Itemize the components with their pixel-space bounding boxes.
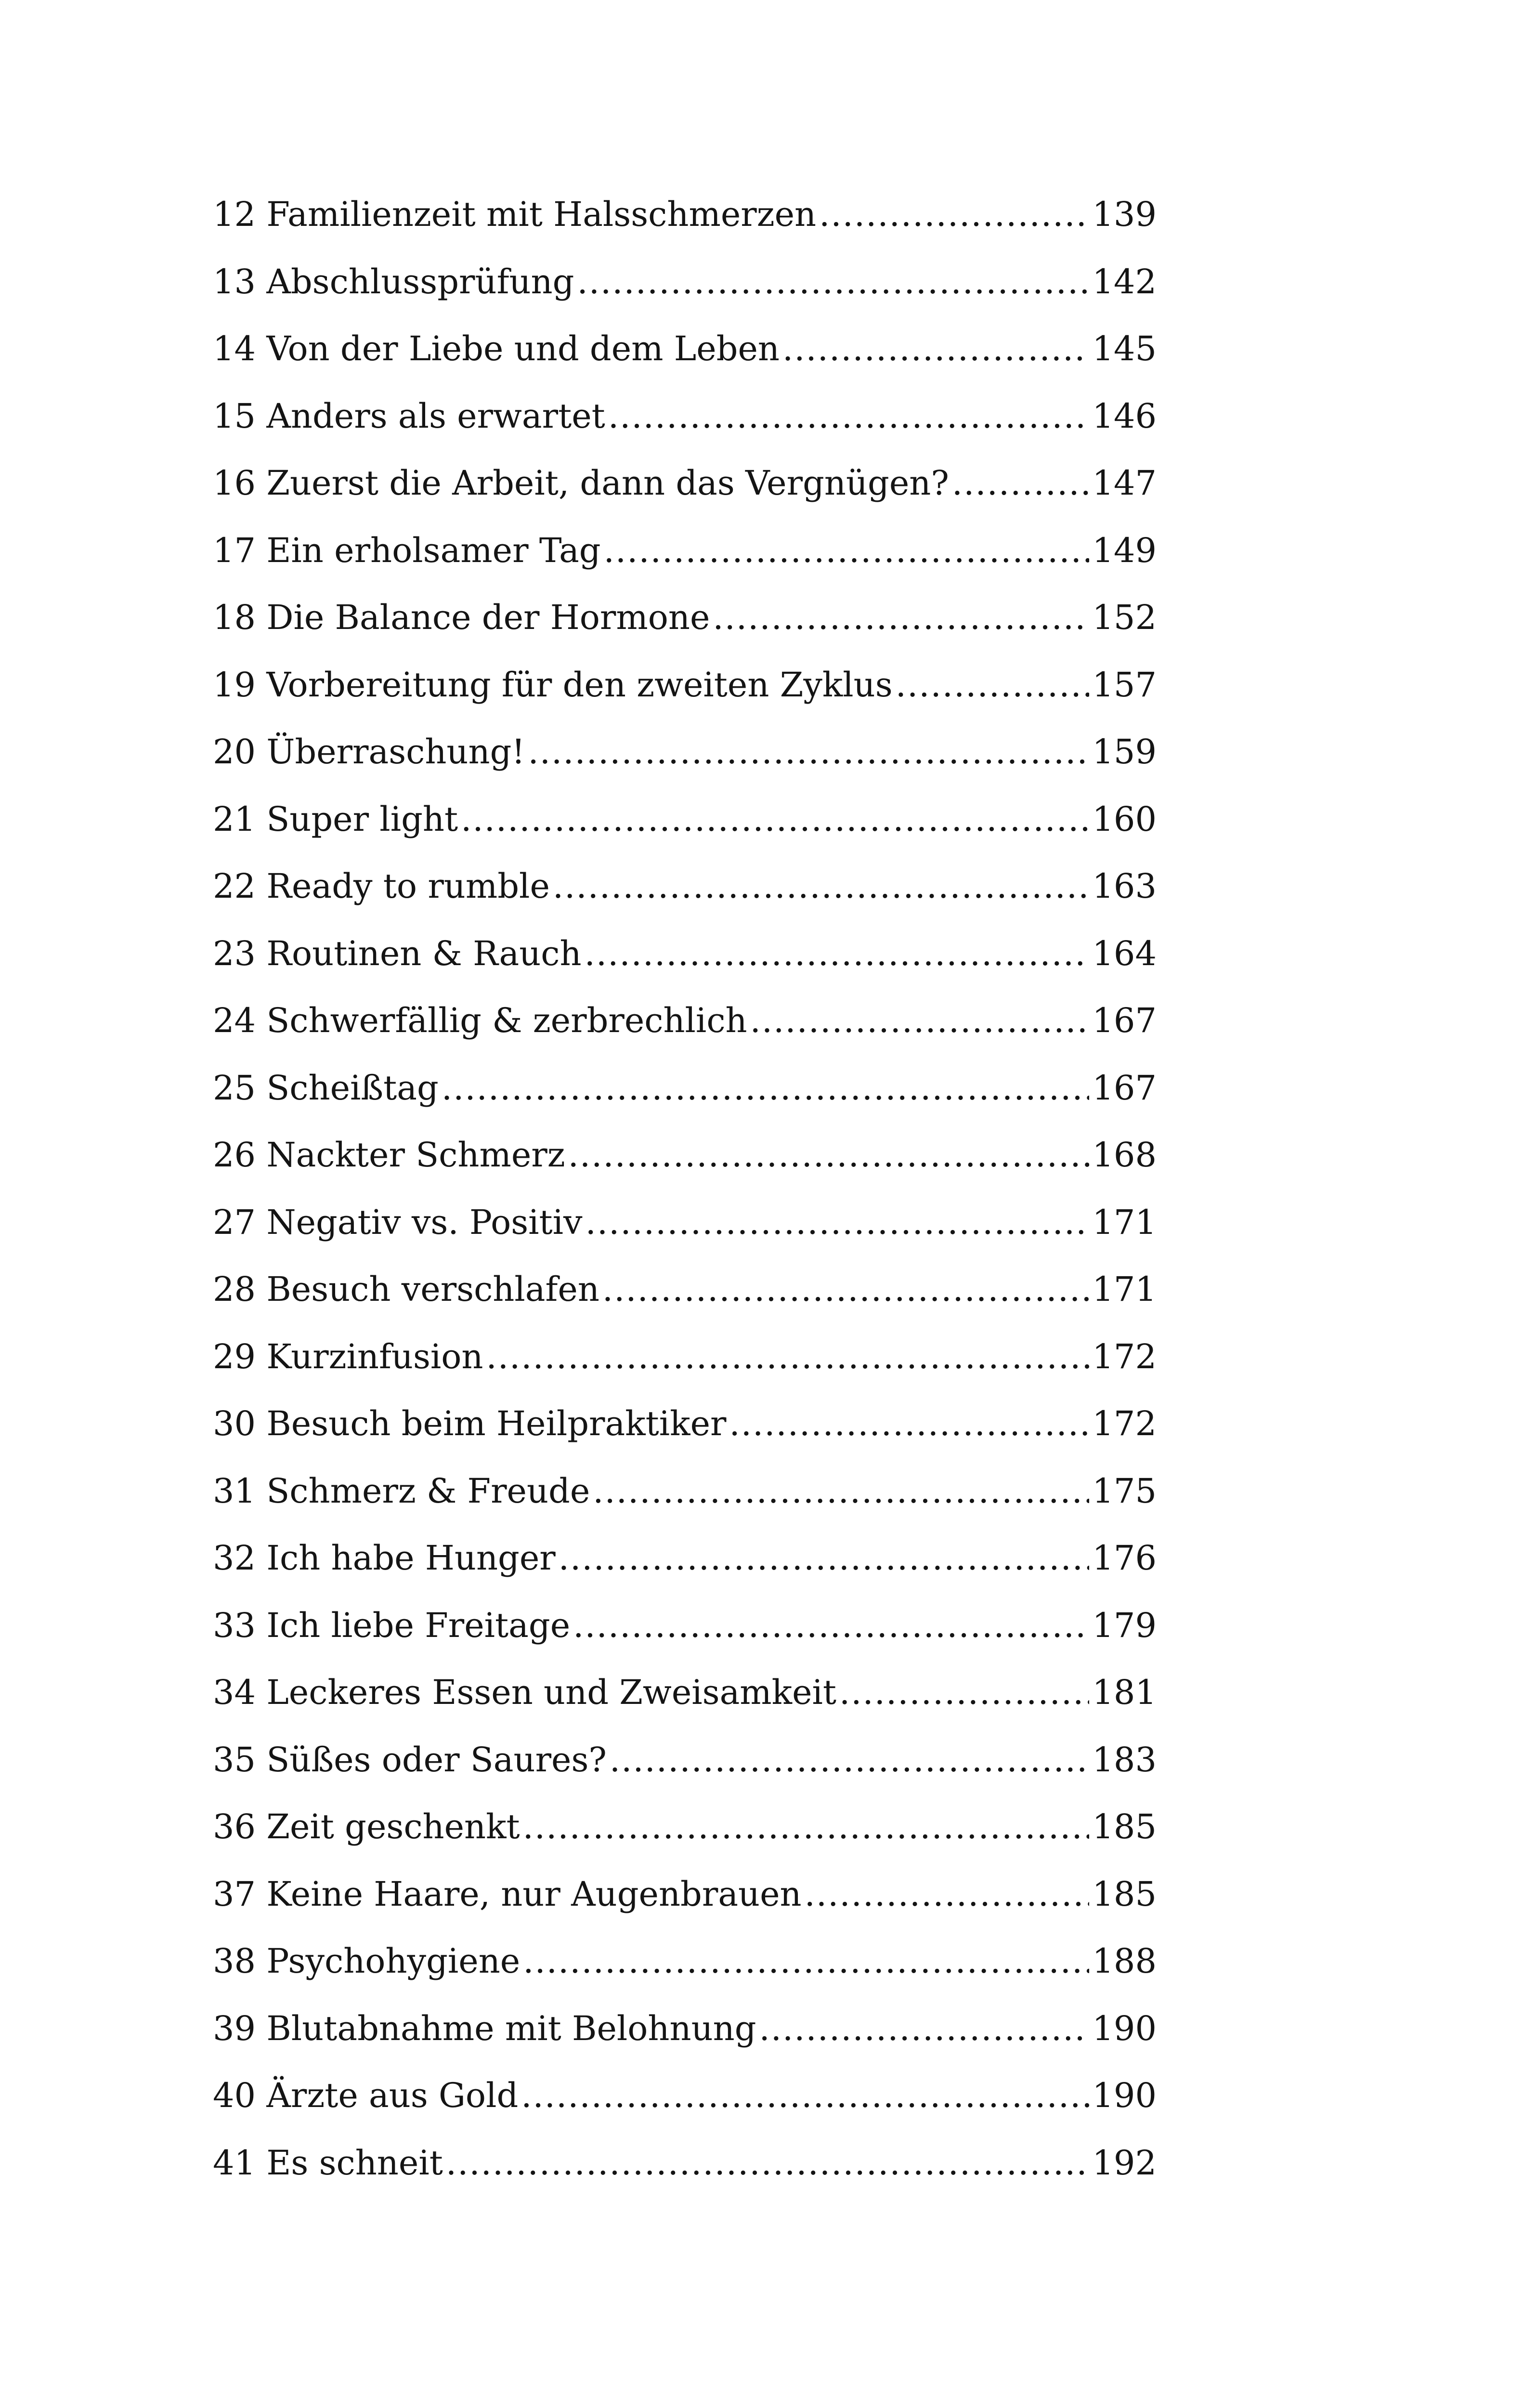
toc-entry[interactable] xyxy=(213,1995,1157,2063)
dot-leader xyxy=(782,315,1089,383)
toc-entry-title: 34 Leckeres Essen und Zweisamkeit xyxy=(213,1673,837,1712)
toc-entry-page: 190 xyxy=(1092,2076,1157,2115)
toc-entry-page: 152 xyxy=(1092,598,1157,637)
toc-entry[interactable] xyxy=(213,853,1157,920)
toc-entry-title: 35 Süßes oder Saures? xyxy=(213,1740,607,1780)
toc-entry-title: 38 Psychohygiene xyxy=(213,1941,521,1981)
toc-entry-title: 33 Ich liebe Freitage xyxy=(213,1605,571,1645)
dot-leader xyxy=(461,786,1089,853)
toc-entry-title: 21 Super light xyxy=(213,799,458,839)
toc-entry-page: 179 xyxy=(1092,1605,1157,1645)
toc-entry[interactable] xyxy=(213,1055,1157,1122)
toc-entry-title: 12 Familienzeit mit Halsschmerzen xyxy=(213,195,817,234)
toc-entry-page: 188 xyxy=(1092,1941,1157,1981)
toc-entry[interactable] xyxy=(213,2130,1157,2197)
toc-entry-page: 192 xyxy=(1092,2143,1157,2183)
table-of-contents xyxy=(213,181,1157,2197)
dot-leader xyxy=(608,383,1090,450)
toc-entry-title: 14 Von der Liebe und dem Leben xyxy=(213,329,780,368)
toc-entry[interactable] xyxy=(213,1323,1157,1391)
toc-entry-title: 18 Die Balance der Hormone xyxy=(213,598,710,637)
toc-entry-title: 13 Abschlussprüfung xyxy=(213,262,574,301)
dot-leader xyxy=(896,652,1090,719)
dot-leader xyxy=(729,1390,1089,1458)
toc-entry[interactable] xyxy=(213,987,1157,1055)
toc-entry-title: 15 Anders als erwartet xyxy=(213,396,605,436)
toc-entry-page: 167 xyxy=(1092,1068,1157,1108)
dot-leader xyxy=(585,920,1090,988)
toc-entry-page: 145 xyxy=(1092,329,1157,368)
toc-entry-page: 171 xyxy=(1092,1202,1157,1242)
toc-entry[interactable] xyxy=(213,786,1157,853)
dot-leader xyxy=(602,1256,1089,1323)
dot-leader xyxy=(604,517,1090,585)
toc-entry[interactable] xyxy=(213,181,1157,249)
toc-entry[interactable] xyxy=(213,652,1157,719)
toc-entry-page: 185 xyxy=(1092,1807,1157,1846)
toc-entry-title: 39 Blutabnahme mit Belohnung xyxy=(213,2008,756,2048)
toc-entry-title: 19 Vorbereitung für den zweiten Zyklus xyxy=(213,665,893,705)
toc-entry[interactable] xyxy=(213,1256,1157,1323)
toc-entry-page: 175 xyxy=(1092,1471,1157,1511)
toc-entry-page: 183 xyxy=(1092,1740,1157,1780)
toc-entry-title: 29 Kurzinfusion xyxy=(213,1336,483,1376)
toc-entry-title: 31 Schmerz & Freude xyxy=(213,1471,590,1511)
dot-leader xyxy=(805,1861,1090,1928)
dot-leader xyxy=(446,2130,1090,2197)
toc-entry[interactable] xyxy=(213,584,1157,652)
toc-entry-page: 139 xyxy=(1092,195,1157,234)
toc-entry[interactable] xyxy=(213,1659,1157,1727)
toc-entry-page: 167 xyxy=(1092,1001,1157,1040)
toc-entry-page: 164 xyxy=(1092,933,1157,973)
toc-entry-title: 16 Zuerst die Arbeit, dann das Vergnügen? xyxy=(213,463,949,503)
dot-leader xyxy=(523,1793,1090,1861)
toc-entry-title: 25 Scheißtag xyxy=(213,1068,439,1108)
toc-entry-page: 168 xyxy=(1092,1135,1157,1175)
toc-entry-page: 176 xyxy=(1092,1538,1157,1578)
toc-entry-page: 190 xyxy=(1092,2008,1157,2048)
toc-entry[interactable] xyxy=(213,1727,1157,1794)
dot-leader xyxy=(759,1995,1090,2063)
dot-leader xyxy=(586,1189,1090,1256)
toc-entry-page: 172 xyxy=(1092,1336,1157,1376)
toc-entry[interactable] xyxy=(213,383,1157,450)
toc-entry[interactable] xyxy=(213,920,1157,988)
dot-leader xyxy=(553,853,1090,920)
toc-entry-title: 32 Ich habe Hunger xyxy=(213,1538,556,1578)
toc-entry-title: 20 Überraschung! xyxy=(213,732,525,772)
toc-entry-page: 146 xyxy=(1092,396,1157,436)
toc-entry-page: 159 xyxy=(1092,732,1157,772)
toc-entry[interactable] xyxy=(213,1189,1157,1256)
toc-entry[interactable] xyxy=(213,517,1157,585)
toc-entry-page: 149 xyxy=(1092,530,1157,570)
toc-entry[interactable] xyxy=(213,1390,1157,1458)
toc-entry[interactable] xyxy=(213,1793,1157,1861)
toc-entry[interactable] xyxy=(213,315,1157,383)
toc-entry[interactable] xyxy=(213,1928,1157,1995)
toc-entry-title: 30 Besuch beim Heilpraktiker xyxy=(213,1404,727,1443)
dot-leader xyxy=(819,181,1089,249)
toc-entry-page: 163 xyxy=(1092,866,1157,906)
toc-entry[interactable] xyxy=(213,1122,1157,1189)
dot-leader xyxy=(610,1727,1089,1794)
toc-entry-title: 23 Routinen & Rauch xyxy=(213,933,582,973)
dot-leader xyxy=(713,584,1089,652)
dot-leader xyxy=(559,1525,1090,1592)
toc-entry-page: 185 xyxy=(1092,1874,1157,1914)
toc-entry-title: 28 Besuch verschlafen xyxy=(213,1269,599,1309)
toc-entry-title: 22 Ready to rumble xyxy=(213,866,550,906)
toc-entry-page: 157 xyxy=(1092,665,1157,705)
toc-entry[interactable] xyxy=(213,450,1157,517)
toc-entry-title: 36 Zeit geschenkt xyxy=(213,1807,520,1846)
dot-leader xyxy=(839,1659,1089,1727)
toc-entry-title: 40 Ärzte aus Gold xyxy=(213,2076,519,2115)
toc-entry-title: 24 Schwerfällig & zerbrechlich xyxy=(213,1001,747,1040)
toc-entry-page: 147 xyxy=(1092,463,1157,503)
toc-entry-page: 171 xyxy=(1092,1269,1157,1309)
toc-entry-title: 17 Ein erholsamer Tag xyxy=(213,530,601,570)
toc-entry[interactable] xyxy=(213,1458,1157,1525)
dot-leader xyxy=(593,1458,1089,1525)
toc-entry[interactable] xyxy=(213,1861,1157,1928)
dot-leader xyxy=(486,1323,1090,1391)
toc-entry-title: 37 Keine Haare, nur Augenbrauen xyxy=(213,1874,802,1914)
dot-leader xyxy=(577,249,1089,316)
toc-entry[interactable] xyxy=(213,719,1157,786)
toc-entry[interactable] xyxy=(213,1525,1157,1592)
toc-entry-page: 181 xyxy=(1092,1673,1157,1712)
toc-entry-page: 142 xyxy=(1092,262,1157,301)
toc-entry-page: 172 xyxy=(1092,1404,1157,1443)
dot-leader xyxy=(521,2062,1089,2130)
toc-entry-page: 160 xyxy=(1092,799,1157,839)
dot-leader xyxy=(568,1122,1090,1189)
toc-entry-title: 26 Nackter Schmerz xyxy=(213,1135,565,1175)
dot-leader xyxy=(952,450,1089,517)
toc-entry-title: 27 Negativ vs. Positiv xyxy=(213,1202,583,1242)
dot-leader xyxy=(528,719,1090,786)
toc-entry[interactable] xyxy=(213,2062,1157,2130)
toc-entry-title: 41 Es schneit xyxy=(213,2143,443,2183)
dot-leader xyxy=(442,1055,1090,1122)
toc-entry[interactable] xyxy=(213,1592,1157,1660)
dot-leader xyxy=(573,1592,1089,1660)
dot-leader xyxy=(523,1928,1089,1995)
dot-leader xyxy=(750,987,1090,1055)
toc-entry[interactable] xyxy=(213,249,1157,316)
